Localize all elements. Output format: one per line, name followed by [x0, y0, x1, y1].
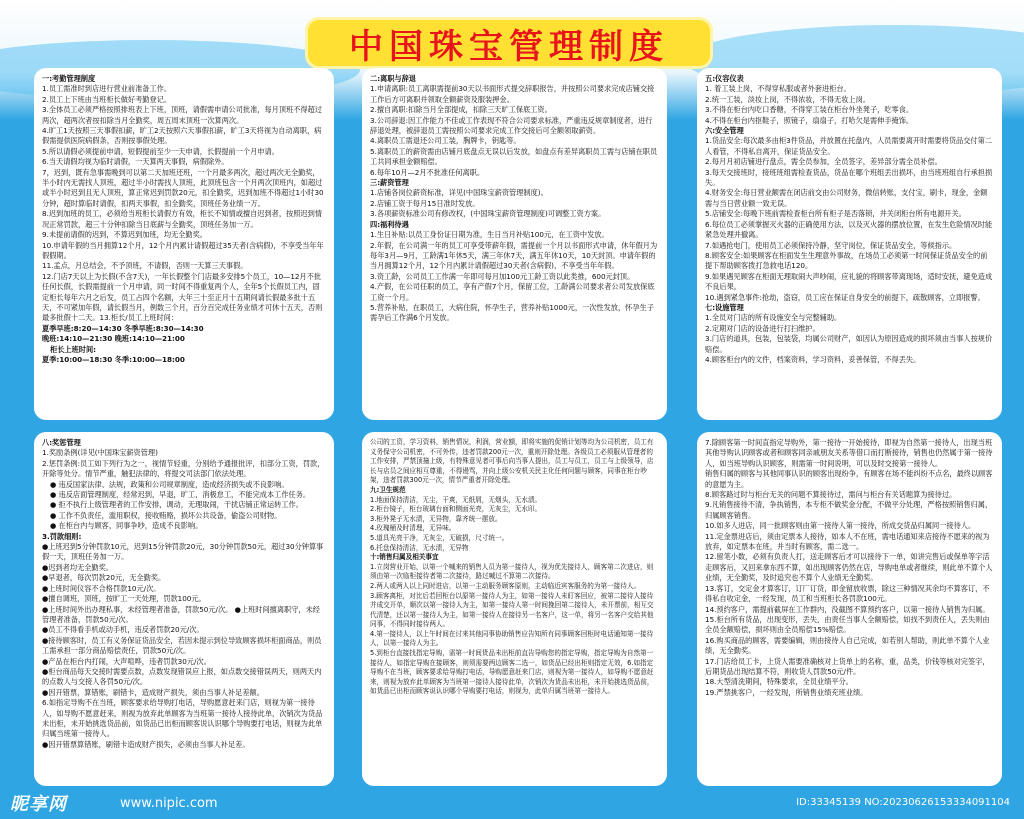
rule-line: ●员工不得看手机或动手机，违反者罚款20元/次。 — [42, 625, 204, 635]
rule-line: 8.顾客路过时与柜台无关的问题不算接待过，需问与柜台有关话题算为接待过。 — [705, 490, 957, 500]
rule-line: 5.到柜台直接找指定导购，需第一时间货品未出柜前直告导购您的指定导购，指定导购为自然第一接待人，如指定导购在接顾客，则须需要两边顾客二选一，如货品已经出柜则指定无效，6.如指定导购不在当班，顾客要求给导购打电话，导购愿意赶来门店，则视为第一接待人，如导购不愿意赶来，则视为放弃此单顾客为当班第一接待人接待此单，次销次为货品未出柜，未开始挑选货品前，如货品已出柜而顾客说认识哪个导购要打电话，则视为，此单归属当班第一接待人。 — [370, 649, 654, 696]
rule-line: 13.客订，交定金才算客订，订厂订货，即金留放收票，除这三种情况其余均不算客订，不得私自收定金，一经发现，员工和当班柜长各罚款100元。 — [705, 583, 990, 604]
rule-line: ●柜台商品每天交接时需要点数，点数发现错误应上报，如点数交接错误两天，则两天内的点数人与交接人各罚50元/次。 — [42, 666, 322, 687]
rule-line: 晚班:14:10—21:30 晚班:14:10—21:00 — [42, 334, 185, 344]
rule-line: 5.所以请假必须提前申请，短假提前至少一天申请，长假提前一个月申请。 — [42, 146, 279, 156]
rule-line: 9.未提前请假的迟到，不算迟到加班，均无全勤奖。 — [42, 230, 207, 240]
rule-line: 2.统一工装，淡妆上岗，不得浓妆，不得无妆上岗。 — [705, 94, 870, 104]
rule-line: ●因开错票，算错账，刷错卡，造成财产损失，须由当事人补足差额。 — [42, 687, 264, 697]
rule-line: 3.不得在柜台内吃口香糖，不得穿工装在柜台外坐凳子，吃零食。 — [705, 105, 914, 115]
rule-line: 1.奖励条例(详见(中国珠宝薪资管理) — [42, 448, 158, 458]
rule-line: 7，迟到，既有急事需晚到可以第二天加班还班，一个月最多两次，超过两次无全勤奖，半小时内无需找人顶班，超过半小时需找人顶班，此顶班包含一个月两次顶班内，如超过或半小时迟到且无人顶班，算正常迟到罚款20元，扣全勤奖，迟到加班不得超过1小时30分钟，超时算临时请假，扣两天事假，扣全勤奖，顶班任务业绩一万。 — [42, 167, 324, 208]
rule-line: 2.擅自离职:扣除当月全部提成，扣除三天旷工保底工资。 — [370, 105, 552, 115]
rule-line: 公司的工资，学习资料，销售情况，利润，营业额，即将实施的促销计划等均为公司机密，员工有义务保守公司机密，不可外传，违者罚款200元一次，重则开除处理。各级员工必须服从管理者的工作安排，严禁顶撞上级，有特殊意见者可事后向当事人提出，员工与员工，员工与上级领导，店长与店员之间应相互尊重，不得谩骂，并向上级公安机关民主化任何问题与顾客，同事在柜台吵架，违者罚款300元一次，情节严重者开除处理。 — [370, 438, 654, 485]
panel-resignation-salary — [362, 68, 667, 420]
rule-line: 4.玫瑰桶及时清理，无异味。 — [370, 524, 456, 533]
section-heading: 八:奖惩管理 — [42, 438, 81, 447]
rule-line: 6.每位员工必须掌握灭火器的正确使用方法，以及灭火器的摆放位置，在发生危险情况时能紧急处理并撤离。 — [705, 219, 993, 240]
rule-line: ● 拒不执行上级管理者的工作安排，调动，无理取闹，干扰店铺正常运转工作。 — [50, 500, 303, 510]
rule-line: 18.大型清洗期间，特殊要求，全员业绩平分。 — [705, 677, 853, 687]
image-id-text: ID:33345139 NO:20230626153334091104 — [796, 797, 1010, 808]
rule-line: 9.凡销售接待不清，争执销售，本专柜不做奖金分配，不做平分处理，严格按照销售归属，归属顾客销售。 — [705, 500, 993, 520]
rule-line: 2.两人或两人以上同时进店，以第一主动服务顾客原则，主动临近宾客服务的为第一接待人。 — [370, 581, 641, 590]
rule-line: 7.除顾客第一时间直指定导购外，第一接待一开始接待，即视为自然第一接待人，出现当班其他导购认识顾客或者和顾客同亲戚朋友关系等借口而打断接待，销售也仍然属于第一接待人，如当班导购认识顾客，则需第一时间说明，可以及时交接第一接待人。 — [705, 438, 993, 468]
rule-line: ●上班迟到5分钟罚款10元，迟到15分钟罚款20元，30分钟罚款50元，超过30分钟算事假一天，顶班任务加一万。 — [42, 542, 324, 562]
section-heading: 六:安全管理 — [705, 126, 744, 136]
rule-line: 7.如遇抢电门，使用员工必须保持冷静，坚守岗位，保证货品安全，等候指示。 — [705, 240, 957, 250]
rule-line: 3.柜外凳子无水渍，无异物，靠齐统一摆放。 — [370, 514, 502, 523]
rule-line: ● 违反国家法律、法规，政策和公司规章制度，造成经济损失或不良影响。 — [50, 479, 289, 489]
section-heading: 十:销售归属及相关事宜 — [370, 553, 439, 562]
rule-line: 2.年假，在公司满一年的员工可享受带薪年假，需提前一个月以书面形式申请，休年假月为每年3月—9月，工龄满1年休5天，满三年休7天，满五年休10天，10天封顶。申请年假的当月拥算12个月，12个月内累计请假超过30天者(含病假)，不享受当年年假。 — [370, 240, 658, 271]
rule-line: 2.柜台镜子，柜台玻璃台面和侧面光亮，无灰尘，无水印。 — [370, 505, 542, 514]
rule-line: 夏季早班:8:20—14:30 冬季早班:8:30—14:30 — [42, 323, 204, 333]
page-title: 中国珠宝管理制度 — [349, 26, 669, 67]
rule-line: 2.每月月初店铺进行盘点，需全员参加，全员签字，差异部分需全员补偿。 — [705, 157, 942, 167]
rule-line: 2.店铺工资于每月15日准时发放。 — [370, 198, 480, 208]
rule-line: 8.顾客安全:如果顾客在柜面发生生理意外事故，在场员工必须第一时间保证货品安全的前提下帮助顾客拨打急救电话120。 — [705, 250, 988, 271]
rule-line: 10.申请年假的当月拥算12个月，12个月内累计请假超过35天者(含病假)，不享受当年年假假期。 — [42, 240, 324, 260]
section-heading: 九:卫生规范 — [370, 485, 406, 494]
rule-line: 4.产假，在公司任职的员工，享有产假7个月，保留工位，工龄满公司要求者公司发放保底工资一个月。 — [370, 282, 655, 302]
rule-line: 11.孟点，月总结会，不予顶班，不请假，否则一天算三天事假。 — [42, 261, 248, 271]
rule-line: 3.全体员工必须严格按照排班表上下班，顶班，请假需申请公司批准，每月顶班不得超过两次，超两次者按扣除当月全勤奖，周五周末顶班一次算两次。 — [42, 105, 322, 125]
rule-line: 3.门店的道具，包装，包装袋，均属公司财产，如因认为原因造成的损坏须由当事人按规价赔偿。 — [705, 334, 993, 354]
rule-line: 5.离职员工的薪资需由店铺月底盘点无误以后发放，如盘点有差异离职员工需与店铺在职员工共同承担金额赔偿。 — [370, 146, 658, 167]
section-heading: 四:福利待遇 — [370, 219, 409, 229]
watermark-url: www.nipic.com — [120, 796, 218, 811]
rule-line: 1.全员对门店的所有设施安全与完整辅助。 — [705, 313, 842, 323]
rule-line: 1.生日补贴:以员工身份证日期为准，生日当月补贴100元，在工资中发放。 — [370, 230, 609, 240]
rule-line: ● 在柜台内与顾客，同事争吵，造成不良影响。 — [50, 521, 203, 531]
rule-line: 3.顾客离柜，对比后若回柜台以原第一接待人为主，如第一接待人未盯客回应，被第二接待人接待并成交开单，顺次以第一接待人为主，如第一接待人第一时间挽回第二接待人，未开票前，相互交代清楚，还以第一接待人为主，如第一接待人在接待另一名客户，这一单，将另一名客户交给其他同事，不得同时接待两人。 — [370, 591, 654, 629]
rule-line: 5.店铺安全:每晚下班前需检查柜台所有柜子是否落锁，并关闭柜台所有电源开关。 — [705, 209, 966, 219]
rule-line: 10.如多人进店，同一批顾客则由第一接待人第一接待，所成交货品归属同一接待人。 — [705, 521, 976, 531]
rule-line: 柜长上班时间: — [50, 344, 96, 354]
watermark-brand: 昵享网 — [10, 794, 67, 815]
rule-line: ●产品在柜台内打闹，大声喧哗，违者罚款30元/次。 — [42, 656, 211, 666]
rule-line: 2.定期对门店的设备进行打扫维护。 — [705, 323, 820, 333]
rule-line: 1. 着工装上岗，不得穿私服或者外套进柜台。 — [705, 84, 851, 94]
rule-line: 1.店铺各岗位薪资标准，详见(中国珠宝薪资管理制度)。 — [370, 188, 548, 198]
rule-line: 8.迟到加班的员工，必须给当班柜长请假方有效，柜长不知情或擅自迟到者，按照迟到情况正常罚款，超三十分钟扣除当日底薪与全勤奖，顶班任务加一万。 — [42, 209, 322, 229]
rule-line: 2.惩罚条例:员工如下列行为之一，视情节轻重，分别给予通报批评，扣部分工资，罚款，开除等处分。情节严重，触犯法律的，将提交司法部门依法处理。 — [42, 458, 325, 479]
section-heading: 三:薪资管理 — [370, 178, 409, 188]
rule-line: 3.资工龄，公司员工工作满一年即可每月加100元工龄工资以此类推，600元封顶。 — [370, 271, 635, 281]
rule-line: 6.当天请假均视为临时请假，一天算两天事假，病假除外。 — [42, 157, 229, 167]
rule-line: 16.购买商品的顾客，需要编辑，则由接待人自己完成，如若别人帮助，则此单不算个人业绩，无全勤奖。 — [705, 635, 990, 656]
rule-line: ●擅自调班，顶班，按旷工一天处理，罚款100元。 — [42, 594, 206, 604]
rule-line: 5.营养补贴，在职员工，大病住院，怀孕生子，营养补贴1000元，一次性发放，怀孕生子需孕后工作满6个月发放。 — [370, 302, 654, 323]
rule-line: 3.公司辞退:因工作能力不佳或工作表现不符合公司要求标准，严重违反规章制度者，进行辞退处理，被辞退员工需按照公司要求完成工作交接后可全额领取薪资。 — [370, 115, 653, 136]
rule-line: ●迟到者均无全勤奖。 — [42, 562, 113, 572]
rule-line: 4.第一接待人，以上午时间在讨来其他同事协助销售应告知所有同事顾客回柜时电话通知第一接待人，以第一接待人为主。 — [370, 629, 654, 648]
rule-line: 4.旷工1天按照三天事假扣薪，旷工2天按照六天事假扣薪，旷工3天将视为自动离职，病假需提供医院病假条，否则按事假处理。 — [42, 126, 322, 146]
panel-attendance-rules — [34, 68, 334, 420]
rule-line: 4.不得在柜台内抠鞋子，照镜子，扇扇子，打哈欠是需伸手掩饰。 — [705, 115, 914, 125]
rule-line: ● 违反店面管理制度，经常迟到，早退，旷工，消极怠工，不能完成本工作任务。 — [50, 490, 311, 500]
rule-line: 1.货品安全:每次最多由柜3件货品，并放置在托盘内，人员需要离开时需要将货品交付第二人看管，不得私自离开，保证货品安全。 — [705, 136, 992, 156]
rule-line: 6.每年10月—2月不批准任何离职。 — [370, 167, 485, 177]
rule-line: 11.定金票进店后，须由定票本人接待，如本人不在班，需电话通知来店接待不愿来的视为放弃，如定票本在班，并当时有顾客，需二选一。 — [705, 531, 990, 552]
rule-line: 15.柜台所有货品，出现变形，丢失，由责任当事人全额赔偿，如找不到责任人，丢失则由全员全额赔偿，损坏则由全员赔偿15%赔偿。 — [705, 614, 990, 635]
rule-line: 19.严禁挑客户，一经发现，所销售业绩充班业绩。 — [705, 687, 868, 697]
rule-line: 1.立岗营业开始，以第一个喊来的销售人员为第一接待人，视为优先接待人，顾客第二次进店，则须由第一次临柜接待者第二次接待，路过喊过不算第二次接待。 — [370, 562, 654, 581]
section-heading: 一:考勤管理制度 — [42, 74, 96, 83]
rule-line: 12.留笔小数，必须有负责人打，送走顾客后才可以接待下一单，如讲完售后或保单等字活走顾客后，又回来拿东西不算，如出现顾客仍然在店，导购电单或者继续，则此单不算个人业绩，无全勤奖，及时追究也不算个人业绩无全勤奖。 — [705, 552, 993, 583]
rule-line: 2.员工上下班由当班柜长做好考勤登记。 — [42, 94, 172, 104]
section-heading: 二:离职与辞退 — [370, 74, 416, 83]
rule-line: 6.如指定导购不在当班，顾客要求给导购打电话，导购愿意赶来门店，则视为第一接待人，如导购不愿意赶来，则视为放弃此单顾客为当班第一接待人接待此单，次销次为货品未出柜，未开始挑选货品前，如货品已出柜而顾客说认识哪个导购要打电话，则视为此单归属当班第一接待人。 — [42, 698, 323, 739]
rule-line: 销售归属的顾客与其他同事认识的顾客出现纷争，有顾客在场不能纠纷不点名，最终以顾客的意愿为主。 — [705, 469, 993, 489]
rule-line: 6.托盘保持清洁，无水渍，无异物 — [370, 543, 469, 552]
rule-line: 12.门店7天以上为长假(不含7天)，一年长假整个门店最多安排5个员工，10—12月不批任何长假，长假需提前一个月申请，同一时间不得重复两个人，全年5个长假员工内，固定柜长每年六月之后发，员工占四个名额，大年三十至正月十五期间请长假最多批十五天，不可紧加年假，请长假当月，例数三个月，百分百完成任务业绩才可休十五天，否则最多批假十二天。13.柜长/员工上班时间： — [42, 271, 323, 323]
panel-sales-attribution — [697, 432, 1002, 786]
title-banner — [305, 17, 713, 69]
section-heading: 七:设施管理 — [705, 302, 744, 312]
rule-line: 3.各项薪资标准公司有修改权，(中国珠宝薪资管理制度)可调整工资方案。 — [370, 209, 606, 219]
rule-line: 1.申请离职:员工离职需提前30天以书面形式提交辞职报告，并按照公司要求完成店铺交接工作后方可离职并领取全额薪资及服装押金。 — [370, 84, 655, 104]
rule-line: 4.顾客柜台内的文件，档案资料，学习资料，妥善保管，不得丢失。 — [705, 354, 921, 364]
rule-line: ● 工作不负责任，滥用职权，接收贿赂，损坏公共设备，偷盗公司财物。 — [50, 510, 282, 520]
rule-line: 4.财务安全:每日营业额需在闭店前交由公司财务，微信转账，支付宝，刷卡，现金，金额需与当日营业额一致无误。 — [705, 188, 988, 208]
rule-line: 夏季:10:00—18:30 冬季:10:00—18:00 — [42, 354, 185, 364]
rule-line: ●接待顾客时，员工有义务保证货品安全，若因未提示到位导致顾客损坏柜面商品，则员工需承担一部分商品赔偿责任，罚款50元/次。 — [42, 635, 322, 656]
panel-hygiene-sales — [362, 432, 667, 786]
rule-line: 3.每天交接班时，接班班组需检查货品，货品在哪个班组丢出损坏，由当班班组自行承担损失。 — [705, 167, 993, 188]
rule-line: 4.离职员工需退还公司工装，胸牌卡，钥匙等。 — [370, 136, 521, 146]
rule-line: 5.道具光亮干净，无灰尘，无破损，尺寸统一。 — [370, 533, 509, 542]
section-heading: 3.罚款细则: — [42, 531, 82, 541]
panel-appearance-safety — [697, 68, 1002, 420]
rule-line: ●上班时间外出办理私事，未经管理者准备，罚款50元/次。 ●上班时间擅离职守，未经管理者准备，罚款50元/次。 — [42, 604, 320, 624]
rule-line: 1.地面保持清洁，无尘，干爽，无纸屑，无烟头，无水渍。 — [370, 495, 542, 504]
rule-line: 9.如果遇见顾客在柜面无理取闹大声吵闹，应礼貌的将顾客带离现场，适时安抚，避免造成不良后果。 — [705, 271, 993, 292]
rule-line: ●早退者，每次罚款20元，无全勤奖。 — [42, 573, 166, 583]
rule-line: 1.员工需准时到店进行营业前准备工作。 — [42, 84, 172, 94]
rule-line: ●上班时间仪容不合格罚款10元/次。 — [42, 583, 161, 593]
panel-rewards-penalties — [34, 432, 334, 786]
section-heading: 五:仪容仪表 — [705, 74, 744, 83]
rule-line: 14.预约客户，需提前截屏在工作群内，没截图不算预约客户，以第一接待人销售为归属。 — [705, 604, 990, 614]
rule-line: 10.遇到紧急事件:抢劫，盗窃，员工应在保证自身安全的前提下，疏散顾客，立即报警。 — [705, 292, 985, 302]
rule-line: 17.门店给员工卡，上货人需要准确核对上货单上的名称，重，品类，价钱等核对完签字，后期货品出现结算不符，则收货人罚款50元/件。 — [705, 656, 990, 676]
rule-line: ●因开错票算错账，刷错卡造成财产损失，必须由当事人补足差。 — [42, 739, 250, 749]
